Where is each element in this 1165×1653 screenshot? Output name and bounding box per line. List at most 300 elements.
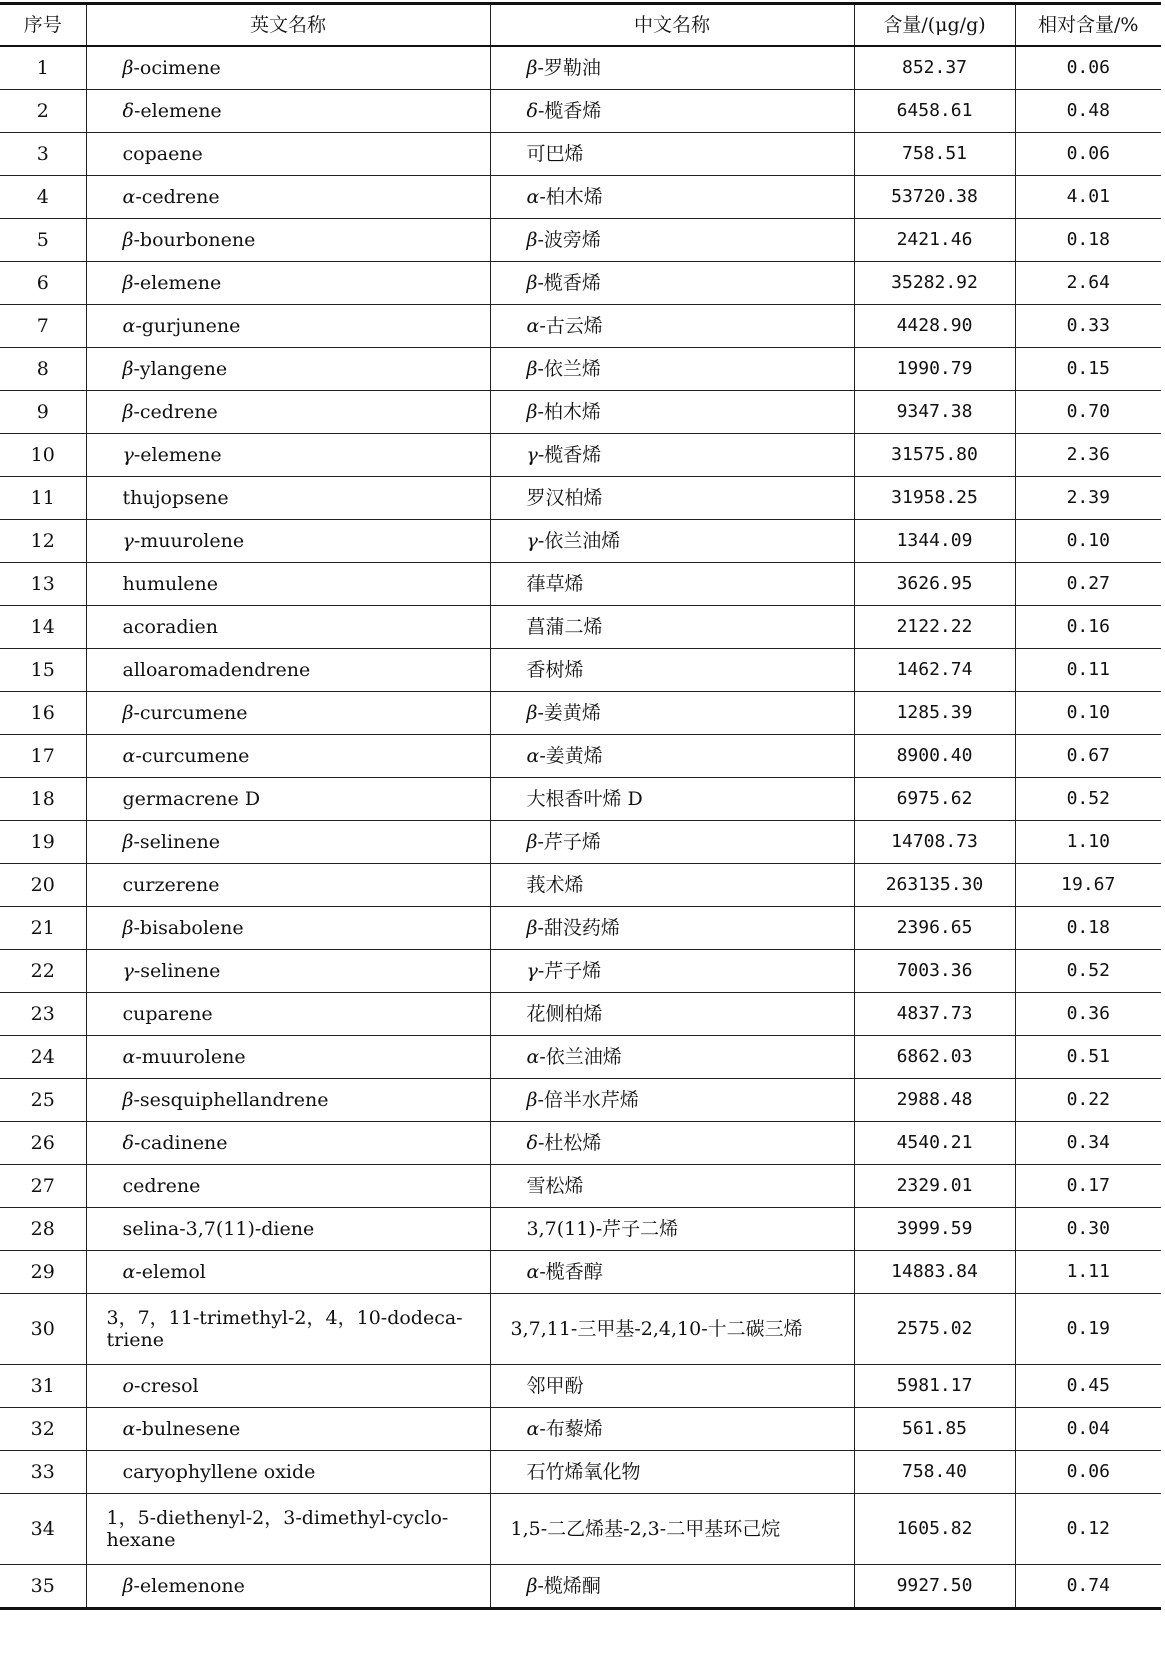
table-row <box>0 649 1161 692</box>
relative-content-value: 0.18 <box>1015 219 1161 262</box>
header-row <box>0 4 1161 47</box>
chinese-name <box>490 1365 854 1408</box>
chinese-name <box>490 950 854 993</box>
relative-content-value: 0.17 <box>1015 1165 1161 1208</box>
chinese-name-text: 雪松烯 <box>526 1175 584 1197</box>
chinese-name <box>490 391 854 434</box>
row-number: 26 <box>0 1122 86 1165</box>
chinese-name-text: -榄香烯 <box>537 272 601 294</box>
row-number: 16 <box>0 692 86 735</box>
content-value: 561.85 <box>854 1408 1015 1451</box>
header-chinese-name: 中文名称 <box>490 4 854 47</box>
english-name-text: -bulnesene <box>135 1418 241 1440</box>
english-name-text: germacrene D <box>122 788 261 810</box>
english-name-prefix: α <box>122 745 136 767</box>
row-number: 9 <box>0 391 86 434</box>
content-value: 14883.84 <box>854 1251 1015 1294</box>
content-value: 1285.39 <box>854 692 1015 735</box>
english-name <box>86 649 490 692</box>
table-row <box>0 907 1161 950</box>
content-value: 14708.73 <box>854 821 1015 864</box>
english-name-text: -selinene <box>133 960 221 982</box>
table-row <box>0 1079 1161 1122</box>
english-name-text: -elemol <box>135 1261 206 1283</box>
chinese-name-prefix: γ <box>526 444 538 466</box>
table-row <box>0 1251 1161 1294</box>
chinese-name-text: -芹子烯 <box>537 960 602 982</box>
chinese-name-text: 1,5-二乙烯基-2,3-二甲基环己烷 <box>510 1518 781 1540</box>
english-name <box>86 1565 490 1609</box>
relative-content-value: 0.10 <box>1015 520 1161 563</box>
table-row <box>0 1165 1161 1208</box>
chinese-name <box>490 133 854 176</box>
chinese-name-text: 花侧柏烯 <box>526 1003 603 1025</box>
row-number: 5 <box>0 219 86 262</box>
english-name-text: thujopsene <box>122 487 229 509</box>
chinese-name-prefix: δ <box>526 100 538 122</box>
chinese-name <box>490 219 854 262</box>
table-row <box>0 176 1161 219</box>
chinese-name-text: -榄烯酮 <box>537 1575 601 1597</box>
row-number: 21 <box>0 907 86 950</box>
english-name-prefix: γ <box>122 444 134 466</box>
english-name-text: selina-3,7(11)-diene <box>122 1218 315 1240</box>
table-row <box>0 1451 1161 1494</box>
english-name-text: copaene <box>122 143 203 165</box>
chinese-name-text: -甜没药烯 <box>537 917 620 939</box>
english-name-prefix: β <box>122 272 134 294</box>
english-name <box>86 434 490 477</box>
english-name-prefix: δ <box>122 100 134 122</box>
chinese-name <box>490 46 854 90</box>
english-name-prefix: γ <box>122 530 134 552</box>
english-name-text: -ylangene <box>133 358 228 380</box>
chinese-name-text: 菖蒲二烯 <box>526 616 603 638</box>
english-name <box>86 1208 490 1251</box>
relative-content-value: 0.15 <box>1015 348 1161 391</box>
relative-content-value: 1.11 <box>1015 1251 1161 1294</box>
chinese-name-text: 罗汉柏烯 <box>526 487 603 509</box>
content-value: 2122.22 <box>854 606 1015 649</box>
row-number: 13 <box>0 563 86 606</box>
relative-content-value: 0.74 <box>1015 1565 1161 1609</box>
relative-content-value: 0.33 <box>1015 305 1161 348</box>
row-number: 10 <box>0 434 86 477</box>
content-value: 758.40 <box>854 1451 1015 1494</box>
chinese-name-prefix: α <box>526 315 540 337</box>
relative-content-value: 0.51 <box>1015 1036 1161 1079</box>
row-number: 27 <box>0 1165 86 1208</box>
relative-content-value: 0.04 <box>1015 1408 1161 1451</box>
row-number: 11 <box>0 477 86 520</box>
english-name <box>86 1365 490 1408</box>
content-value: 1990.79 <box>854 348 1015 391</box>
english-name-text: -elemene <box>133 100 222 122</box>
content-value: 758.51 <box>854 133 1015 176</box>
english-name <box>86 1408 490 1451</box>
english-name-prefix: β <box>122 831 134 853</box>
chinese-name-text: -榄香烯 <box>537 444 602 466</box>
chinese-name-text: -依兰油烯 <box>539 1046 622 1068</box>
english-name-text: -elemene <box>133 444 222 466</box>
english-name-text: -bisabolene <box>133 917 244 939</box>
chinese-name <box>490 692 854 735</box>
table-row <box>0 477 1161 520</box>
table-row <box>0 864 1161 907</box>
english-name <box>86 219 490 262</box>
table-row <box>0 993 1161 1036</box>
chinese-name-prefix: β <box>526 57 538 79</box>
english-name-prefix: β <box>122 1089 134 1111</box>
relative-content-value: 0.22 <box>1015 1079 1161 1122</box>
english-name-text: cedrene <box>122 1175 201 1197</box>
row-number: 12 <box>0 520 86 563</box>
english-name <box>86 348 490 391</box>
english-name-text: -muurolene <box>133 530 245 552</box>
relative-content-value: 2.36 <box>1015 434 1161 477</box>
chinese-name <box>490 1079 854 1122</box>
content-value: 263135.30 <box>854 864 1015 907</box>
chinese-name-text: -柏木烯 <box>539 186 603 208</box>
row-number: 31 <box>0 1365 86 1408</box>
chinese-name <box>490 1494 854 1565</box>
english-name <box>86 1451 490 1494</box>
row-number: 3 <box>0 133 86 176</box>
chinese-name-text: 石竹烯氧化物 <box>526 1461 641 1483</box>
compound-table <box>0 2 1161 1610</box>
content-value: 4837.73 <box>854 993 1015 1036</box>
content-value: 4428.90 <box>854 305 1015 348</box>
english-name <box>86 391 490 434</box>
row-number: 15 <box>0 649 86 692</box>
content-value: 53720.38 <box>854 176 1015 219</box>
chinese-name-text: 邻甲酚 <box>526 1375 584 1397</box>
english-name-text: -ocimene <box>133 57 221 79</box>
table-row <box>0 46 1161 90</box>
row-number: 2 <box>0 90 86 133</box>
english-name-prefix: β <box>122 57 134 79</box>
chinese-name <box>490 520 854 563</box>
english-name-prefix: β <box>122 702 134 724</box>
english-name-text: -selinene <box>133 831 221 853</box>
chinese-name-text: 可巴烯 <box>526 143 584 165</box>
table-row <box>0 305 1161 348</box>
english-name-prefix: β <box>122 401 134 423</box>
content-value: 9927.50 <box>854 1565 1015 1609</box>
relative-content-value: 4.01 <box>1015 176 1161 219</box>
chinese-name-prefix: β <box>526 272 538 294</box>
chinese-name-prefix: α <box>526 745 540 767</box>
english-name <box>86 907 490 950</box>
english-name <box>86 305 490 348</box>
content-value: 3626.95 <box>854 563 1015 606</box>
content-value: 2421.46 <box>854 219 1015 262</box>
table-row <box>0 1036 1161 1079</box>
chinese-name-text: -布藜烯 <box>539 1418 603 1440</box>
english-name <box>86 735 490 778</box>
chinese-name <box>490 348 854 391</box>
relative-content-value: 2.64 <box>1015 262 1161 305</box>
table-row <box>0 606 1161 649</box>
english-name <box>86 1251 490 1294</box>
english-name-prefix: α <box>122 1046 136 1068</box>
relative-content-value: 0.19 <box>1015 1294 1161 1365</box>
english-name-text: -curcumene <box>133 702 248 724</box>
relative-content-value: 1.10 <box>1015 821 1161 864</box>
english-name <box>86 1036 490 1079</box>
chinese-name <box>490 1165 854 1208</box>
chinese-name <box>490 1408 854 1451</box>
chinese-name-prefix: α <box>526 1046 540 1068</box>
chinese-name-text: 香树烯 <box>526 659 584 681</box>
chinese-name-prefix: γ <box>526 530 538 552</box>
row-number: 4 <box>0 176 86 219</box>
chinese-name-prefix: β <box>526 831 538 853</box>
content-value: 6458.61 <box>854 90 1015 133</box>
row-number: 1 <box>0 46 86 90</box>
relative-content-value: 19.67 <box>1015 864 1161 907</box>
chinese-name <box>490 1122 854 1165</box>
chinese-name-prefix: α <box>526 1418 540 1440</box>
chinese-name-text: -芹子烯 <box>537 831 601 853</box>
chinese-name <box>490 1565 854 1609</box>
chinese-name <box>490 1208 854 1251</box>
english-name-prefix: β <box>122 358 134 380</box>
content-value: 2988.48 <box>854 1079 1015 1122</box>
english-name-prefix: α <box>122 1261 136 1283</box>
chinese-name-text: -倍半水芹烯 <box>537 1089 639 1111</box>
chinese-name-text: 莪术烯 <box>526 874 584 896</box>
table-row <box>0 1494 1161 1565</box>
table-row <box>0 219 1161 262</box>
english-name-text: cuparene <box>122 1003 213 1025</box>
content-value: 7003.36 <box>854 950 1015 993</box>
row-number: 20 <box>0 864 86 907</box>
relative-content-value: 0.10 <box>1015 692 1161 735</box>
table-row <box>0 90 1161 133</box>
english-name-prefix: β <box>122 229 134 251</box>
content-value: 4540.21 <box>854 1122 1015 1165</box>
relative-content-value: 0.06 <box>1015 133 1161 176</box>
english-name-prefix: β <box>122 1575 134 1597</box>
english-name <box>86 864 490 907</box>
english-name-text: -cresol <box>133 1375 199 1397</box>
row-number: 33 <box>0 1451 86 1494</box>
content-value: 1462.74 <box>854 649 1015 692</box>
chinese-name-prefix: β <box>526 1575 538 1597</box>
chinese-name <box>490 735 854 778</box>
row-number: 32 <box>0 1408 86 1451</box>
english-name-text: -muurolene <box>135 1046 246 1068</box>
relative-content-value: 0.34 <box>1015 1122 1161 1165</box>
chinese-name-text: -榄香烯 <box>537 100 602 122</box>
content-value: 35282.92 <box>854 262 1015 305</box>
chinese-name-text: -榄香醇 <box>539 1261 603 1283</box>
english-name-prefix: β <box>122 917 134 939</box>
content-value: 1605.82 <box>854 1494 1015 1565</box>
row-number: 14 <box>0 606 86 649</box>
content-value: 5981.17 <box>854 1365 1015 1408</box>
english-name-text: -sesquiphellandrene <box>133 1089 329 1111</box>
english-name-prefix: α <box>122 1418 136 1440</box>
table-row <box>0 133 1161 176</box>
english-name-prefix: α <box>122 315 136 337</box>
chinese-name <box>490 477 854 520</box>
english-name-text: alloaromadendrene <box>122 659 311 681</box>
chinese-name <box>490 864 854 907</box>
row-number: 23 <box>0 993 86 1036</box>
relative-content-value: 0.30 <box>1015 1208 1161 1251</box>
chinese-name-prefix: α <box>526 1261 540 1283</box>
header-content: 含量/(μg/g) <box>854 4 1015 47</box>
row-number: 24 <box>0 1036 86 1079</box>
table-row <box>0 1408 1161 1451</box>
chinese-name-text: -柏木烯 <box>537 401 601 423</box>
chinese-name-prefix: δ <box>526 1132 538 1154</box>
english-name-text: 1，5-diethenyl-2，3-dimethyl-cyclo-hexane <box>106 1507 449 1551</box>
english-name <box>86 1079 490 1122</box>
chinese-name-text: -姜黄烯 <box>537 702 601 724</box>
english-name <box>86 46 490 90</box>
table-row <box>0 821 1161 864</box>
chinese-name-text: -罗勒油 <box>537 57 601 79</box>
table-row <box>0 1365 1161 1408</box>
chinese-name-text: -依兰烯 <box>537 358 601 380</box>
chinese-name-text: 3,7(11)-芹子二烯 <box>526 1218 679 1240</box>
english-name-text: 3，7，11-trimethyl-2，4，10-dodeca-triene <box>106 1307 463 1351</box>
chinese-name-text: -古云烯 <box>539 315 603 337</box>
english-name-text: -elemene <box>133 272 222 294</box>
english-name <box>86 176 490 219</box>
chinese-name <box>490 606 854 649</box>
row-number: 29 <box>0 1251 86 1294</box>
english-name <box>86 133 490 176</box>
english-name <box>86 1165 490 1208</box>
chinese-name <box>490 262 854 305</box>
table-row <box>0 391 1161 434</box>
row-number: 19 <box>0 821 86 864</box>
row-number: 28 <box>0 1208 86 1251</box>
chinese-name-prefix: α <box>526 186 540 208</box>
table-row <box>0 262 1161 305</box>
english-name-text: caryophyllene oxide <box>122 1461 316 1483</box>
row-number: 18 <box>0 778 86 821</box>
chinese-name-prefix: β <box>526 229 538 251</box>
chinese-name <box>490 305 854 348</box>
english-name-prefix: δ <box>122 1132 134 1154</box>
relative-content-value: 0.67 <box>1015 735 1161 778</box>
chinese-name <box>490 649 854 692</box>
chinese-name-prefix: β <box>526 358 538 380</box>
chinese-name <box>490 1251 854 1294</box>
header-relative-content: 相对含量/% <box>1015 4 1161 47</box>
table-row <box>0 1208 1161 1251</box>
content-value: 6862.03 <box>854 1036 1015 1079</box>
content-value: 2396.65 <box>854 907 1015 950</box>
row-number: 25 <box>0 1079 86 1122</box>
relative-content-value: 0.27 <box>1015 563 1161 606</box>
relative-content-value: 0.06 <box>1015 1451 1161 1494</box>
table-row <box>0 1294 1161 1365</box>
row-number: 22 <box>0 950 86 993</box>
english-name-text: curzerene <box>122 874 220 896</box>
relative-content-value: 0.52 <box>1015 950 1161 993</box>
relative-content-value: 0.70 <box>1015 391 1161 434</box>
content-value: 6975.62 <box>854 778 1015 821</box>
english-name <box>86 950 490 993</box>
header-no: 序号 <box>0 4 86 47</box>
chinese-name <box>490 1451 854 1494</box>
chinese-name-prefix: β <box>526 917 538 939</box>
row-number: 34 <box>0 1494 86 1565</box>
english-name <box>86 477 490 520</box>
english-name <box>86 1122 490 1165</box>
english-name <box>86 90 490 133</box>
chinese-name <box>490 1036 854 1079</box>
english-name-text: -cedrene <box>133 401 218 423</box>
table-row <box>0 348 1161 391</box>
relative-content-value: 0.11 <box>1015 649 1161 692</box>
table-row <box>0 950 1161 993</box>
table-row <box>0 1565 1161 1609</box>
row-number: 17 <box>0 735 86 778</box>
english-name <box>86 778 490 821</box>
english-name <box>86 1294 490 1365</box>
chinese-name <box>490 1294 854 1365</box>
english-name <box>86 262 490 305</box>
content-value: 2329.01 <box>854 1165 1015 1208</box>
chinese-name-text: -姜黄烯 <box>539 745 603 767</box>
chinese-name-text: -杜松烯 <box>537 1132 602 1154</box>
chinese-name <box>490 993 854 1036</box>
chinese-name <box>490 434 854 477</box>
row-number: 7 <box>0 305 86 348</box>
english-name-text: -cedrene <box>135 186 220 208</box>
row-number: 8 <box>0 348 86 391</box>
row-number: 35 <box>0 1565 86 1609</box>
header-english-name: 英文名称 <box>86 4 490 47</box>
english-name-text: humulene <box>122 573 219 595</box>
content-value: 852.37 <box>854 46 1015 90</box>
row-number: 6 <box>0 262 86 305</box>
english-name <box>86 1494 490 1565</box>
table-row <box>0 520 1161 563</box>
content-value: 31958.25 <box>854 477 1015 520</box>
relative-content-value: 0.52 <box>1015 778 1161 821</box>
relative-content-value: 0.06 <box>1015 46 1161 90</box>
english-name-text: -gurjunene <box>135 315 241 337</box>
relative-content-value: 0.48 <box>1015 90 1161 133</box>
english-name-text: acoradien <box>122 616 219 638</box>
content-value: 3999.59 <box>854 1208 1015 1251</box>
chinese-name <box>490 778 854 821</box>
table-body <box>0 46 1161 1609</box>
chinese-name <box>490 907 854 950</box>
english-name-prefix: γ <box>122 960 134 982</box>
english-name-text: -elemenone <box>133 1575 245 1597</box>
english-name <box>86 563 490 606</box>
table-row <box>0 778 1161 821</box>
english-name <box>86 692 490 735</box>
chinese-name-text: 大根香叶烯 D <box>526 788 643 810</box>
english-name <box>86 520 490 563</box>
english-name-prefix: α <box>122 186 136 208</box>
english-name <box>86 606 490 649</box>
content-value: 31575.80 <box>854 434 1015 477</box>
relative-content-value: 0.12 <box>1015 1494 1161 1565</box>
chinese-name <box>490 90 854 133</box>
table-row <box>0 1122 1161 1165</box>
